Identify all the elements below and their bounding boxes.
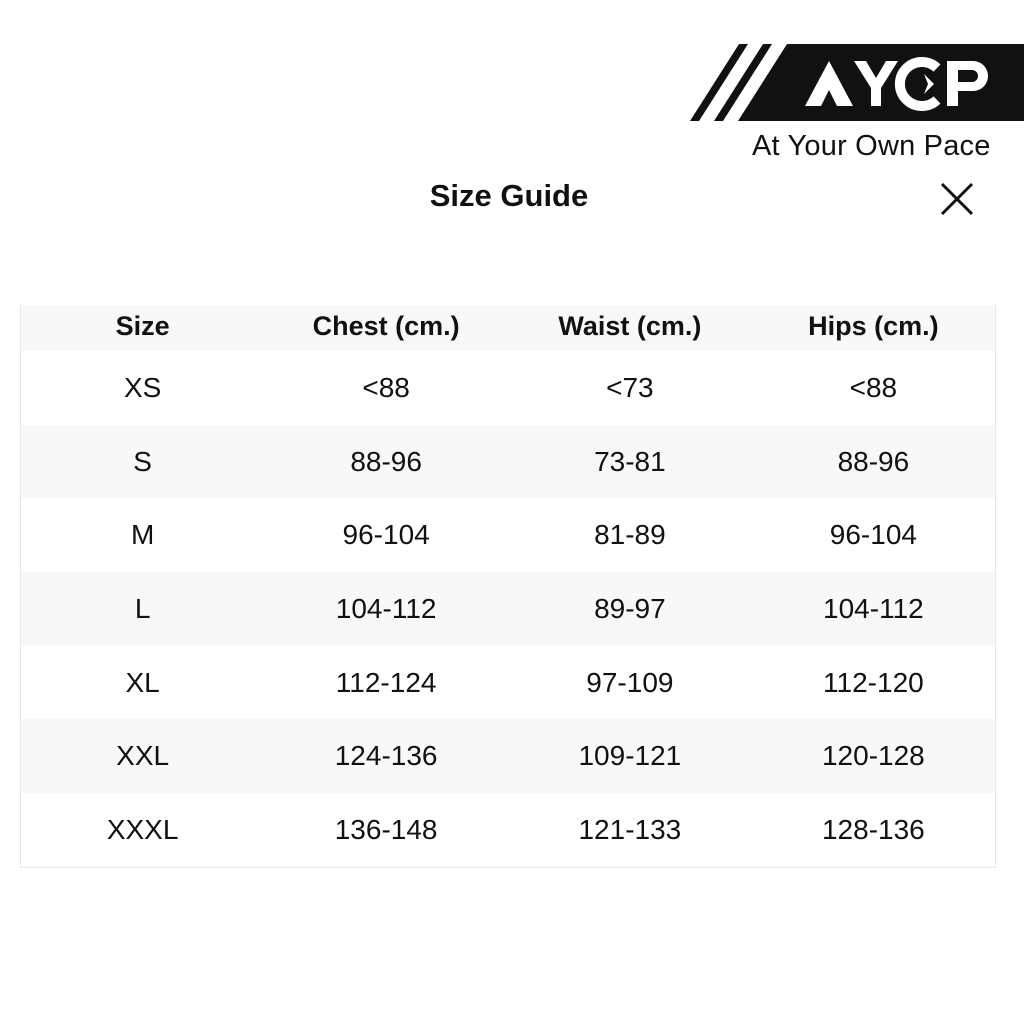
aycp-logo-mark [688,44,1024,122]
hips-cell: 128-136 [752,793,996,867]
chest-cell: 136-148 [264,793,508,867]
size-cell: L [21,572,265,646]
hips-cell: 112-120 [752,646,996,720]
brand-tagline: At Your Own Pace [752,130,991,162]
table-header-row [21,305,996,351]
hips-cell: 88-96 [752,425,996,499]
waist-cell: <73 [508,351,752,425]
hips-cell: <88 [752,351,996,425]
brand-logo [688,44,1024,168]
size-cell: XXL [21,719,265,793]
table-row [21,351,996,425]
page-title: Size Guide [429,178,589,213]
hips-cell: 104-112 [752,572,996,646]
chest-cell: 112-124 [264,646,508,720]
waist-cell: 121-133 [508,793,752,867]
size-chart-table [20,305,996,868]
size-cell: S [21,425,265,499]
table-row [21,719,996,793]
close-button[interactable] [934,176,980,222]
waist-cell: 89-97 [508,572,752,646]
waist-cell: 73-81 [508,425,752,499]
column-header-waist: Waist (cm.) [508,305,752,351]
table-row [21,646,996,720]
table-row [21,793,996,867]
chest-cell: 96-104 [264,498,508,572]
table-row [21,572,996,646]
chest-cell: 88-96 [264,425,508,499]
table-row [21,425,996,499]
hips-cell: 96-104 [752,498,996,572]
column-header-hips: Hips (cm.) [752,305,996,351]
chest-cell: 124-136 [264,719,508,793]
chest-cell: <88 [264,351,508,425]
chest-cell: 104-112 [264,572,508,646]
hips-cell: 120-128 [752,719,996,793]
waist-cell: 81-89 [508,498,752,572]
table-row [21,498,996,572]
waist-cell: 97-109 [508,646,752,720]
column-header-chest: Chest (cm.) [264,305,508,351]
waist-cell: 109-121 [508,719,752,793]
column-header-size: Size [21,305,265,351]
size-cell: XS [21,351,265,425]
close-icon[interactable] [934,176,980,222]
size-cell: M [21,498,265,572]
size-cell: XL [21,646,265,720]
size-cell: XXXL [21,793,265,867]
